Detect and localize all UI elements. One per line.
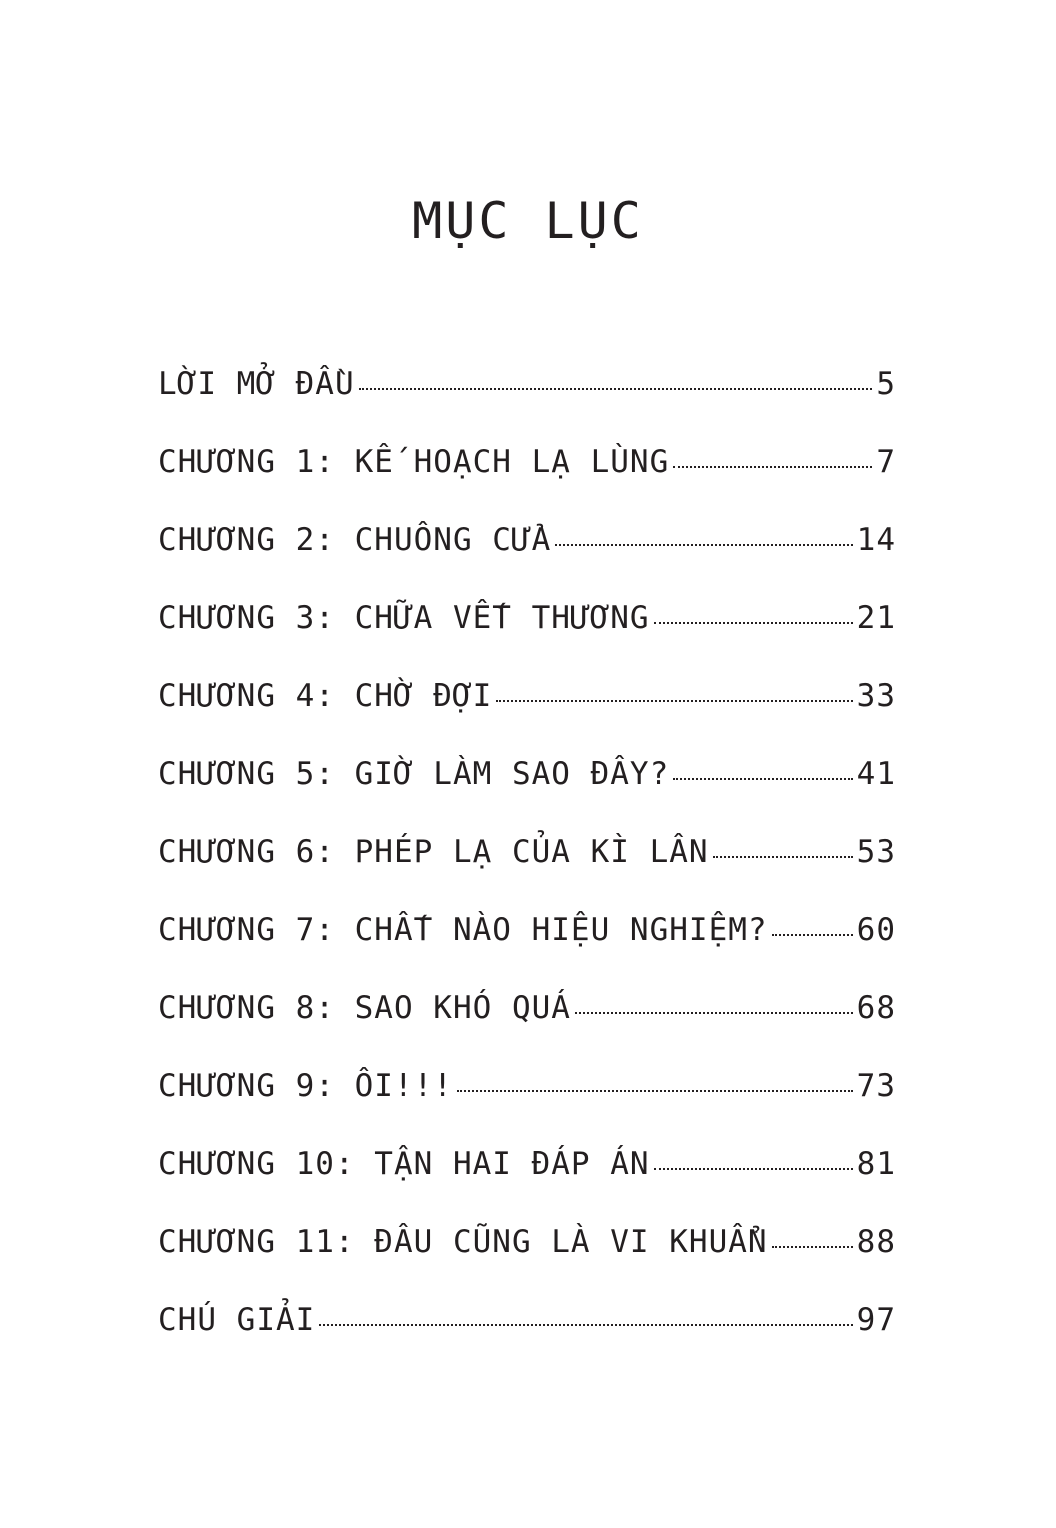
toc-entry-label: CHƯƠNG 8: SAO KHÓ QUÁ xyxy=(158,990,571,1026)
toc-entry-label: CHƯƠNG 5: GIỜ LÀM SAO ĐÂY? xyxy=(158,756,670,792)
dot-leader xyxy=(359,388,873,390)
page-title: MỤC LỤC xyxy=(412,192,644,250)
toc-entry-label: CHƯƠNG 3: CHỮA VẾT THƯƠNG xyxy=(158,600,650,636)
toc-entry-page-number: 81 xyxy=(856,1146,896,1182)
toc-entry[interactable] xyxy=(158,670,896,748)
toc-entry-page-number: 53 xyxy=(856,834,896,870)
toc-entry-page-number: 68 xyxy=(856,990,896,1026)
toc-entry[interactable] xyxy=(158,1216,896,1294)
toc-entry[interactable] xyxy=(158,1138,896,1216)
toc-entry[interactable] xyxy=(158,358,896,436)
toc-entry-label: CHƯƠNG 10: TẬN HAI ĐÁP ÁN xyxy=(158,1146,650,1182)
toc-entry[interactable] xyxy=(158,514,896,592)
dot-leader xyxy=(575,1012,853,1014)
toc-entry[interactable] xyxy=(158,826,896,904)
table-of-contents xyxy=(158,358,896,1372)
toc-entry-page-number: 97 xyxy=(856,1302,896,1338)
toc-entry-page-number: 73 xyxy=(856,1068,896,1104)
toc-entry-page-number: 14 xyxy=(856,522,896,558)
toc-entry-label: CHƯƠNG 1: KẾ HOẠCH LẠ LÙNG xyxy=(158,444,670,480)
toc-entry-label: CHƯƠNG 2: CHUÔNG CỬA xyxy=(158,522,552,558)
dot-leader xyxy=(772,1246,853,1248)
toc-entry-label: CHƯƠNG 9: ÔI!!! xyxy=(158,1068,453,1104)
toc-entry-label: CHƯƠNG 11: ĐÂU CŨNG LÀ VI KHUẨN xyxy=(158,1224,768,1260)
toc-entry-page-number: 33 xyxy=(856,678,896,714)
dot-leader xyxy=(555,544,852,546)
dot-leader xyxy=(713,856,853,858)
dot-leader xyxy=(673,466,872,468)
toc-entry-page-number: 60 xyxy=(856,912,896,948)
toc-entry[interactable] xyxy=(158,748,896,826)
toc-entry-page-number: 88 xyxy=(856,1224,896,1260)
toc-entry-label: CHƯƠNG 7: CHẤT NÀO HIỆU NGHIỆM? xyxy=(158,912,768,948)
dot-leader xyxy=(772,934,853,936)
toc-entry[interactable] xyxy=(158,1060,896,1138)
toc-entry[interactable] xyxy=(158,982,896,1060)
dot-leader xyxy=(654,622,853,624)
toc-entry-page-number: 21 xyxy=(856,600,896,636)
toc-entry-label: CHƯƠNG 6: PHÉP LẠ CỦA KÌ LÂN xyxy=(158,834,709,870)
dot-leader xyxy=(673,778,852,780)
toc-entry[interactable] xyxy=(158,1294,896,1372)
toc-entry-page-number: 5 xyxy=(876,366,896,402)
toc-entry-label: CHÚ GIẢI xyxy=(158,1302,316,1338)
toc-entry[interactable] xyxy=(158,904,896,982)
dot-leader xyxy=(457,1090,853,1092)
toc-entry-label: CHƯƠNG 4: CHỜ ĐỢI xyxy=(158,678,493,714)
toc-entry[interactable] xyxy=(158,436,896,514)
toc-entry-page-number: 41 xyxy=(856,756,896,792)
dot-leader xyxy=(319,1324,852,1326)
toc-entry-page-number: 7 xyxy=(876,444,896,480)
dot-leader xyxy=(654,1168,853,1170)
dot-leader xyxy=(496,700,852,702)
toc-entry-label: LỜI MỞ ĐẦU xyxy=(158,366,355,402)
toc-entry[interactable] xyxy=(158,592,896,670)
